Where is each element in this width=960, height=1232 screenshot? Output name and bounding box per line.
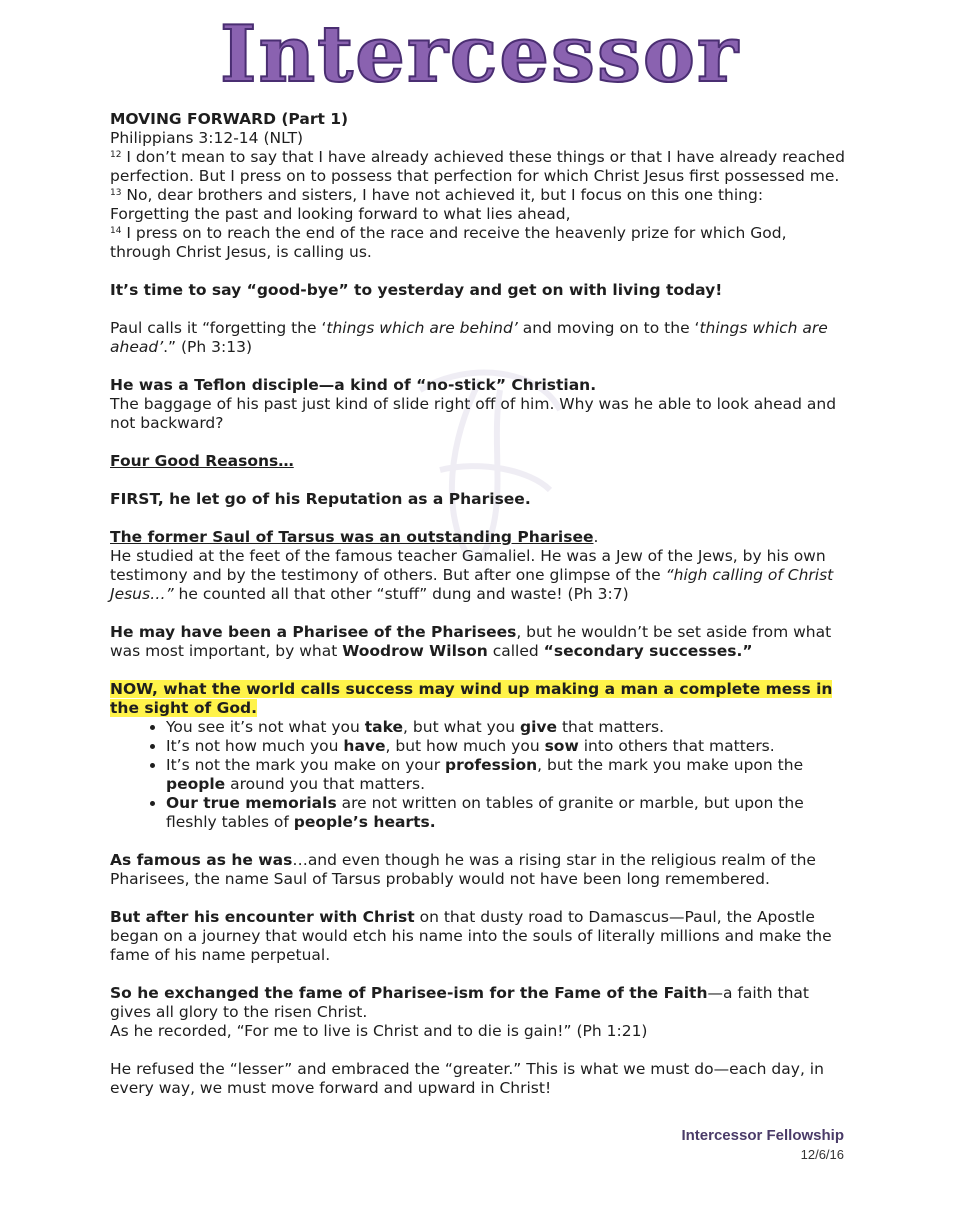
pharisee-paragraph: He may have been a Pharisee of the Pharisees, but he wouldn’t be set aside from what was most important, by what Woodrow Wilson called “secondary successes.”: [110, 623, 832, 660]
footer-date: 12/6/16: [800, 1147, 844, 1162]
footer-organization: Intercessor Fellowship: [681, 1127, 844, 1144]
saul-heading: The former Saul of Tarsus was an outstanding Pharisee.: [110, 528, 599, 546]
scripture-reference: Philippians 3:12-14 (NLT): [110, 129, 304, 147]
teflon-text: The baggage of his past just kind of slide right off of him. Why was he able to look ahead and not backward?: [110, 395, 837, 432]
headline: It’s time to say “good-bye” to yesterday and get on with living today!: [110, 281, 723, 299]
highlighted-statement: NOW, what the world calls success may wind up making a man a complete mess in the sight of God.: [110, 680, 833, 717]
footer: [681, 1126, 844, 1164]
closing-paragraph: He refused the “lesser” and embraced the “greater.” This is what we must do—each day, in every way, we must move forward and upward in Christ!: [110, 1060, 824, 1097]
recorded-quote: As he recorded, “For me to live is Christ and to die is gain!” (Ph 1:21): [110, 1022, 648, 1040]
bullet-list: [110, 718, 845, 832]
article-title: MOVING FORWARD (Part 1): [110, 110, 349, 128]
reasons-heading: Four Good Reasons…: [110, 452, 294, 470]
masthead-title: Intercessor: [219, 9, 740, 100]
list-item: • It’s not how much you have, but how much you sow into others that matters.: [166, 737, 845, 756]
article-body: [110, 110, 845, 1098]
teflon-heading: He was a Teflon disciple—a kind of “no-stick” Christian.: [110, 376, 597, 394]
paul-quote: Paul calls it “forgetting the ‘things which are behind’ and moving on to the ‘things which are ahead’.” (Ph 3:13): [110, 319, 828, 356]
list-item: • It’s not the mark you make on your profession, but the mark you make upon the people around you that matters.: [166, 756, 845, 794]
famous-paragraph: As famous as he was…and even though he was a rising star in the religious realm of the Pharisees, the name Saul of Tarsus probably would not have been long remembered.: [110, 851, 816, 888]
encounter-paragraph: But after his encounter with Christ on that dusty road to Damascus—Paul, the Apostle began on a journey that would etch his name into the souls of literally millions and make the fame of his name perpetual.: [110, 908, 832, 964]
verse-13: $^{13}$ No, dear brothers and sisters, I have not achieved it, but I focus on this one thing: Forgetting the past and looking forward to what lies ahead,: [110, 186, 764, 223]
saul-text: He studied at the feet of the famous teacher Gamaliel. He was a Jew of the Jews, by his own testimony and by the testimony of others. But after one glimpse of the “high calling of Christ Jesus…” he counted all that other “stuff” dung and waste! (Ph 3:7): [110, 547, 834, 603]
verse-12: $^{12}$ I don’t mean to say that I have already achieved these things or that I have already reached perfection. But I press on to possess that perfection for which Christ Jesus first possessed me.: [110, 148, 845, 185]
first-reason-heading: FIRST, he let go of his Reputation as a Pharisee.: [110, 490, 531, 508]
verse-14: $^{14}$ I press on to reach the end of the race and receive the heavenly prize for which God, through Christ Jesus, is calling us.: [110, 224, 787, 261]
list-item: • You see it’s not what you take, but what you give that matters.: [166, 718, 845, 737]
exchange-paragraph: So he exchanged the fame of Pharisee-ism for the Fame of the Faith—a faith that gives all glory to the risen Christ.: [110, 984, 809, 1021]
list-item: • Our true memorials are not written on tables of granite or marble, but upon the fleshly tables of people’s hearts.: [166, 794, 845, 832]
